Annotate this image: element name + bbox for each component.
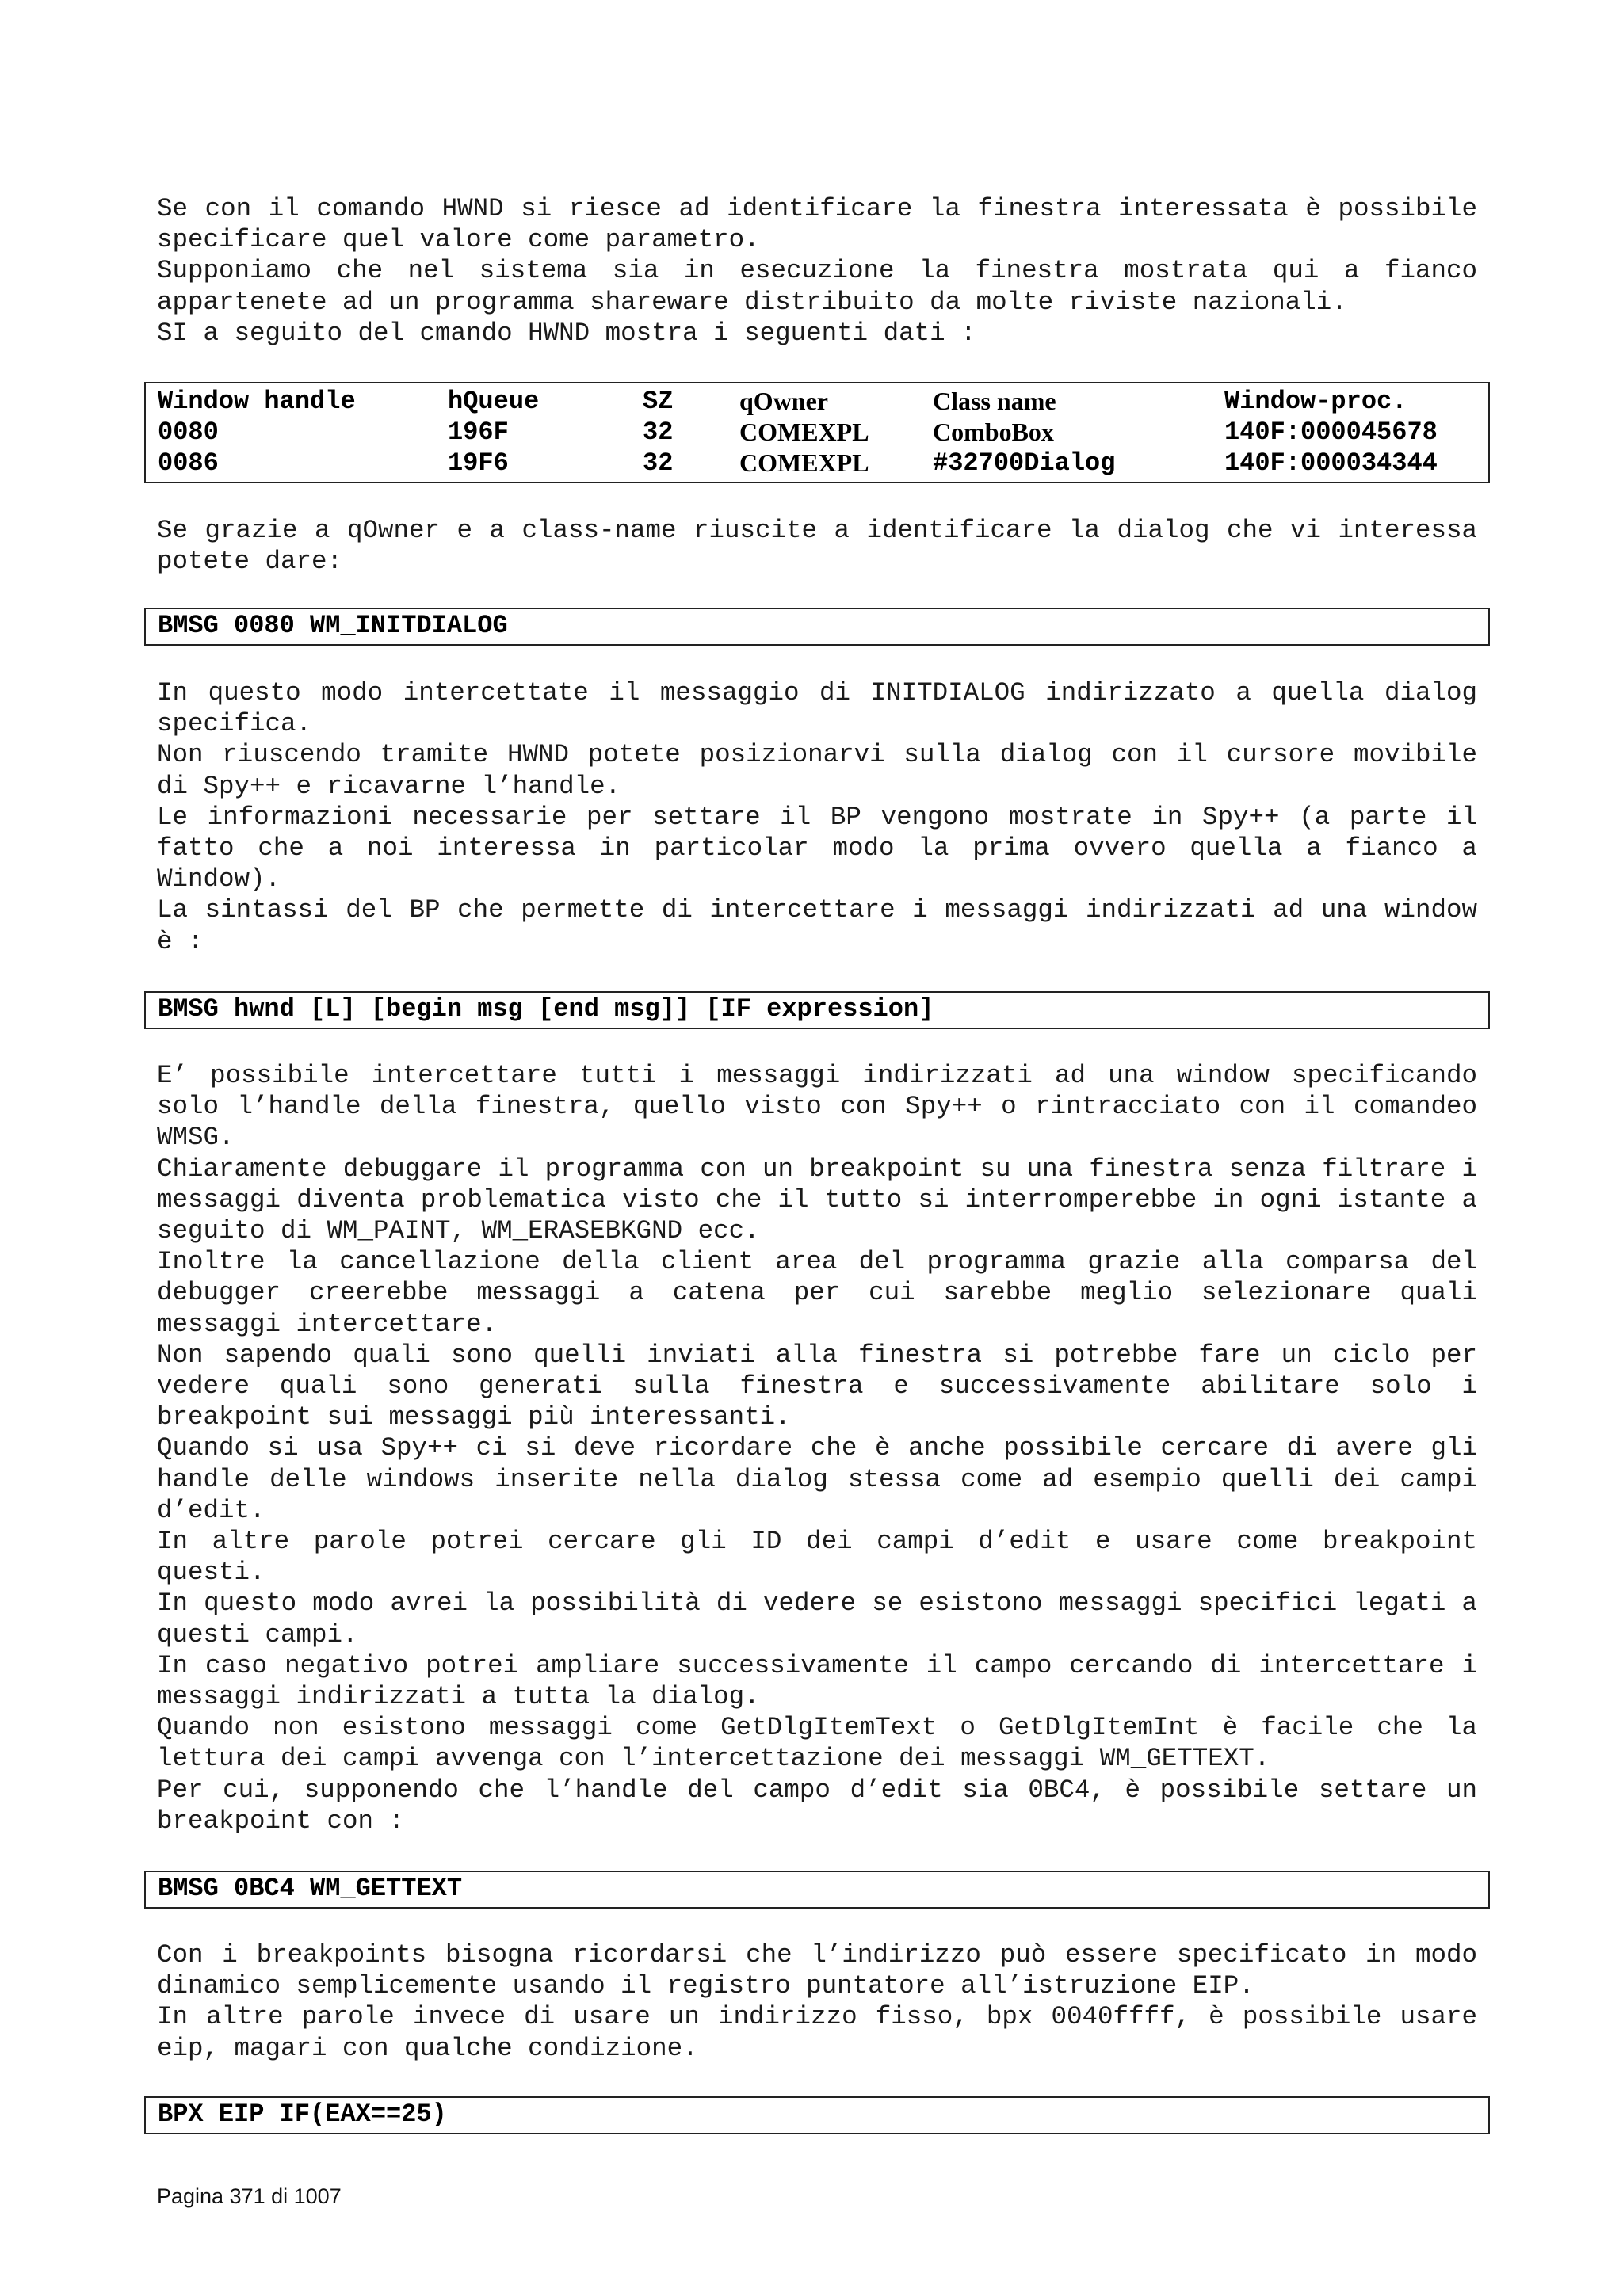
cell-sz: 32 (643, 418, 674, 447)
header-sz: SZ (643, 387, 674, 416)
text-line: In altre parole potrei cercare gli ID dei campi d’edit e usare come breakpoint questi. (157, 1527, 1477, 1588)
code-box-bmsg-syntax: BMSG hwnd [L] [begin msg [end msg]] [IF expression] (144, 991, 1490, 1029)
text-line: Le informazioni necessarie per settare il BP vengono mostrate in Spy++ (a parte il fatto che a noi interessa in particolar modo la prima ovvero quella a fianco a Window). (157, 802, 1477, 894)
cell-window-handle: 0086 (158, 448, 219, 478)
text-line: Non sapendo quali sono quelli inviati alla finestra si potrebbe fare un ciclo per vedere quali sono generati sulla finestra e successivamente abilitare solo i breakpoint sui messaggi più interessanti. (157, 1340, 1477, 1432)
header-window-handle: Window handle (158, 387, 356, 416)
text-line: In caso negativo potrei ampliare successivamente il campo cercando di intercettare i messaggi indirizzati a tutta la dialog. (157, 1650, 1477, 1712)
cell-hqueue: 196F (448, 418, 509, 447)
table-header-row (146, 386, 1488, 417)
cell-class-name: #32700Dialog (933, 448, 1116, 478)
cell-qowner: COMEXPL (739, 448, 869, 477)
table-row (146, 448, 1488, 479)
text-line: Con i breakpoints bisogna ricordarsi che l’indirizzo può essere specificato in modo dinamico semplicemente usando il registro puntatore all’istruzione EIP. (157, 1940, 1477, 2001)
cell-window-handle: 0080 (158, 418, 219, 447)
initdialog-paragraph (157, 677, 1477, 957)
text-line: Non riuscendo tramite HWND potete posizionarvi sulla dialog con il cursore movibile di Spy++ e ricavarne l’handle. (157, 740, 1477, 801)
cell-sz: 32 (643, 448, 674, 478)
header-window-proc: Window-proc. (1224, 387, 1407, 416)
page-number-footer: Pagina 371 di 1007 (157, 2184, 342, 2208)
text-line: Supponiamo che nel sistema sia in esecuzione la finestra mostrata qui a fianco appartenete ad un programma shareware distribuito da molte riviste nazionali. (157, 256, 1477, 317)
cell-hqueue: 19F6 (448, 448, 509, 478)
code-box-bmsg-initdialog: BMSG 0080 WM_INITDIALOG (144, 608, 1490, 646)
owner-paragraph (157, 515, 1477, 577)
text-line: Quando si usa Spy++ ci si deve ricordare che è anche possibile cercare di avere gli handle delle windows inserite nella dialog stessa come ad esempio quelli dei campi d’edit. (157, 1433, 1477, 1525)
cell-class-name: ComboBox (933, 418, 1054, 446)
text-line: In altre parole invece di usare un indirizzo fisso, bpx 0040ffff, è possibile usare eip, magari con qualche condizione. (157, 2002, 1477, 2063)
breakpoints-paragraph (157, 1939, 1477, 2064)
text-line: Quando non esistono messaggi come GetDlgItemText o GetDlgItemInt è facile che la lettura dei campi avvenga con l’intercettazione dei messaggi WM_GETTEXT. (157, 1713, 1477, 1774)
header-hqueue: hQueue (448, 387, 540, 416)
text-line: Se con il comando HWND si riesce ad identificare la finestra interessata è possibile specificare quel valore come parametro. (157, 194, 1477, 255)
text-line: La sintassi del BP che permette di intercettare i messaggi indirizzati ad una window è : (157, 895, 1477, 956)
intro-paragraph (157, 193, 1477, 349)
text-line: Inoltre la cancellazione della client area del programma grazie alla comparsa del debugger creerebbe messaggi a catena per cui sarebbe meglio selezionare quali messaggi intercettare. (157, 1247, 1477, 1339)
cell-window-proc: 140F:000045678 (1224, 418, 1438, 447)
messages-paragraph (157, 1060, 1477, 1836)
header-qowner: qOwner (739, 387, 828, 415)
text-line: Chiaramente debuggare il programma con un breakpoint su una finestra senza filtrare i messaggi diventa problematica visto che il tutto si interromperebbe in ogni istante a seguito di WM_PAINT, WM_ERASEBKGND ecc. (157, 1154, 1477, 1246)
code-box-bmsg-gettext: BMSG 0BC4 WM_GETTEXT (144, 1871, 1490, 1909)
text-line: E’ possibile intercettare tutti i messaggi indirizzati ad una window specificando solo l’handle della finestra, quello visto con Spy++ o rintracciato con il comandeo WMSG. (157, 1061, 1477, 1153)
text-line: In questo modo avrei la possibilità di vedere se esistono messaggi specifici legati a questi campi. (157, 1589, 1477, 1650)
hwnd-output-table (144, 382, 1490, 483)
text-line: SI a seguito del cmando HWND mostra i seguenti dati : (157, 318, 976, 348)
table-row (146, 417, 1488, 448)
cell-window-proc: 140F:000034344 (1224, 448, 1438, 478)
cell-qowner: COMEXPL (739, 418, 869, 446)
header-class-name: Class name (933, 387, 1056, 415)
text-line: In questo modo intercettate il messaggio di INITDIALOG indirizzato a quella dialog specifica. (157, 678, 1477, 739)
code-box-bpx-eip: BPX EIP IF(EAX==25) (144, 2096, 1490, 2134)
text-line: Per cui, supponendo che l’handle del campo d’edit sia 0BC4, è possibile settare un breakpoint con : (157, 1775, 1477, 1836)
text-line: Se grazie a qOwner e a class-name riuscite a identificare la dialog che vi interessa potete dare: (157, 516, 1477, 577)
